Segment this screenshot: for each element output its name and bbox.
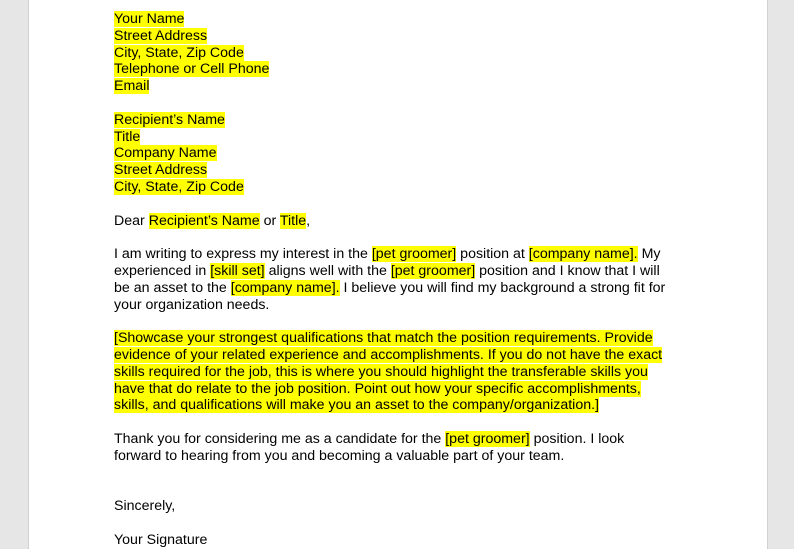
body-text: position and I know that I will bbox=[475, 262, 660, 279]
sender-name: Your Name bbox=[114, 11, 185, 27]
placeholder-text: [skill set] bbox=[210, 262, 265, 279]
sender-block bbox=[114, 11, 704, 95]
recipient-title: Title bbox=[114, 128, 141, 145]
placeholder-text: [pet groomer] bbox=[371, 246, 457, 263]
body-text: Thank you for considering me as a candidate for the bbox=[114, 430, 446, 447]
salutation-title: Title bbox=[279, 212, 307, 229]
sender-city: City, State, Zip Code bbox=[114, 44, 244, 61]
recipient-city: City, State, Zip Code bbox=[114, 178, 244, 195]
body-text: I am writing to express my interest in the bbox=[114, 246, 372, 263]
paragraph-interest bbox=[114, 246, 704, 313]
salutation: Dear Recipient’s Name or Title, bbox=[114, 212, 311, 229]
sender-phone: Telephone or Cell Phone bbox=[114, 61, 270, 78]
text-line bbox=[114, 448, 704, 465]
placeholder-text: [pet groomer] bbox=[445, 430, 530, 447]
salutation-name: Recipient’s Name bbox=[148, 212, 260, 229]
paragraph-thanks bbox=[114, 431, 704, 465]
body-text: experienced in bbox=[114, 262, 211, 279]
placeholder-text: [company name]. bbox=[230, 279, 340, 296]
body-text: I believe you will find my background a strong fit for bbox=[339, 279, 666, 296]
letter-body bbox=[114, 11, 704, 549]
text-line bbox=[114, 246, 704, 263]
body-text: aligns well with the bbox=[264, 262, 391, 279]
body-text: position. I look bbox=[529, 430, 625, 447]
document-page bbox=[28, 0, 768, 549]
placeholder-text: [pet groomer] bbox=[390, 262, 476, 279]
sender-street: Street Address bbox=[114, 27, 208, 44]
recipient-block bbox=[114, 112, 704, 196]
text-line bbox=[114, 297, 704, 314]
placeholder-text: [company name]. bbox=[528, 246, 638, 263]
recipient-street: Street Address bbox=[114, 162, 208, 179]
closing: Sincerely, bbox=[114, 498, 176, 515]
text-line bbox=[114, 280, 704, 297]
paragraph-qualifications: [Showcase your strongest qualifications that match the position requirements. Provide evidence of your related experience and accomplishments. If you do not have the exact skills required for the job, this is where you should highlight the transferable skills you have that do relate to the job position. Point out how your specific accomplishments, skills, and qualifications will make you an asset to the company/organization.] bbox=[114, 330, 663, 414]
signature: Your Signature bbox=[114, 531, 208, 548]
recipient-company: Company Name bbox=[114, 145, 217, 162]
body-text: My bbox=[637, 246, 661, 263]
text-line bbox=[114, 263, 704, 280]
body-text: forward to hearing from you and becoming a valuable part of your team. bbox=[114, 447, 565, 464]
body-text: position at bbox=[456, 246, 529, 263]
body-text: your organization needs. bbox=[114, 296, 270, 313]
recipient-name: Recipient’s Name bbox=[114, 111, 225, 128]
sender-email: Email bbox=[114, 78, 150, 95]
body-text: be an asset to the bbox=[114, 279, 231, 296]
text-line bbox=[114, 431, 704, 448]
